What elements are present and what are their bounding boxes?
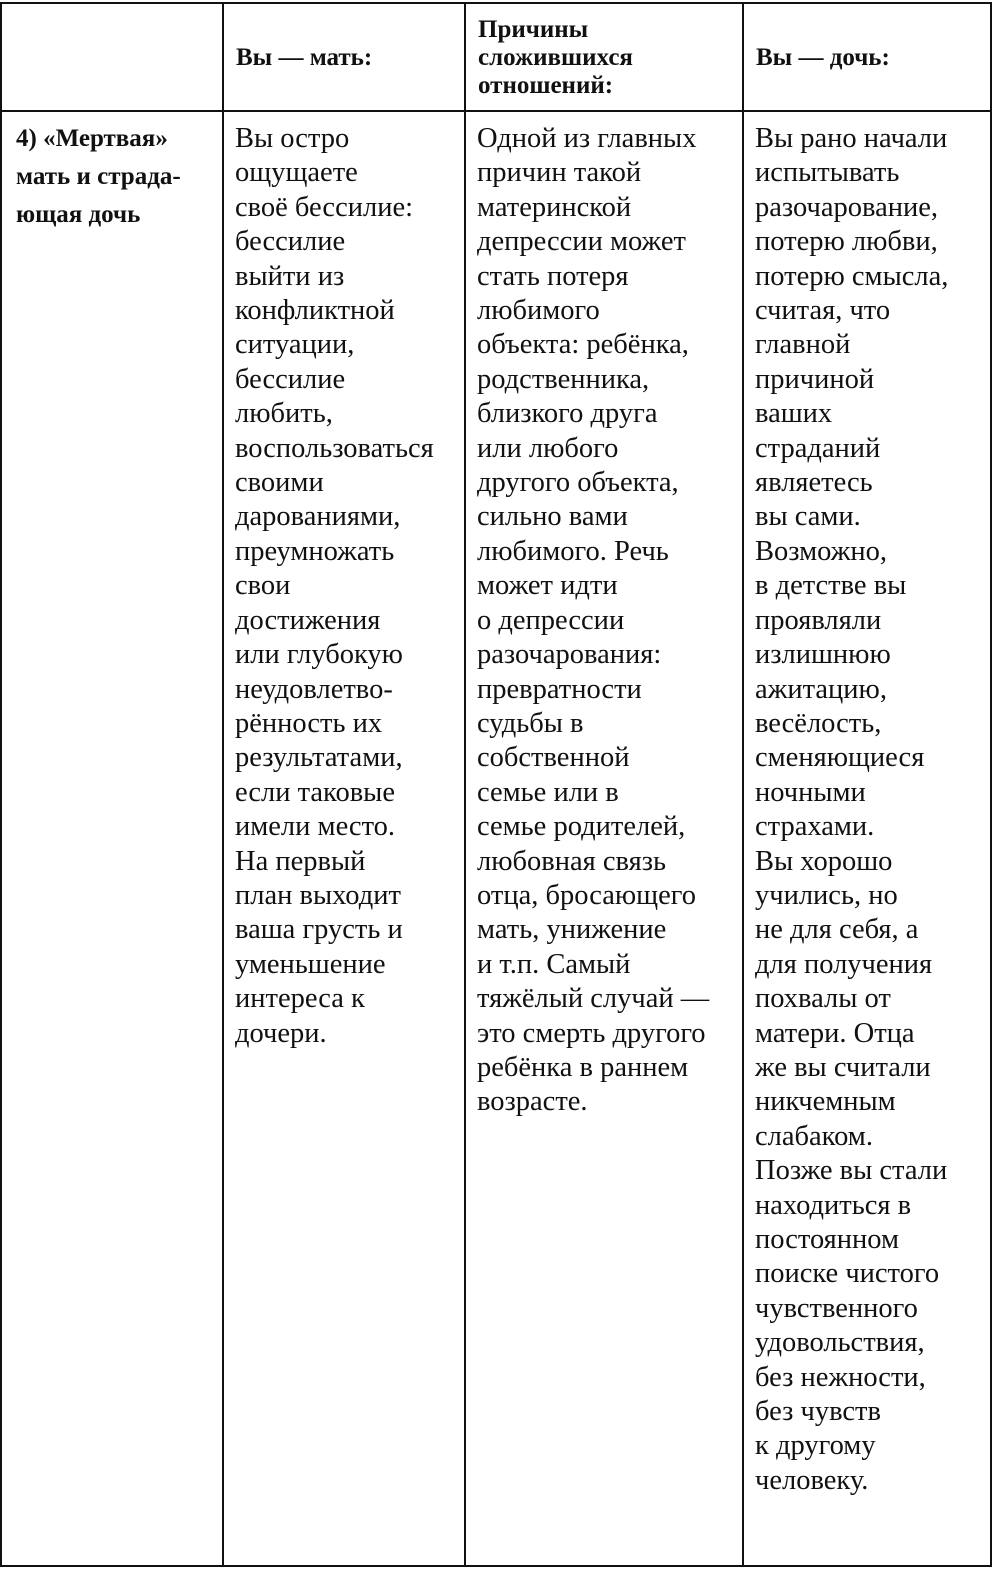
header-daughter: Вы — дочь: xyxy=(756,44,890,71)
row-label: 4) «Мертвая» мать и страда- ющая дочь xyxy=(16,125,181,228)
header-reasons-line-2: сложившихся xyxy=(478,44,633,71)
header-divider xyxy=(2,110,990,112)
header-reasons-line-3: отношений: xyxy=(478,72,614,99)
header-reasons-line-1: Причины xyxy=(478,16,589,43)
column-divider-2 xyxy=(464,4,466,1565)
header-mother: Вы — мать: xyxy=(236,44,373,71)
cell-mother: Вы остро ощущаете своё бессилие: бессилие выйти из конфликтной ситуации, бессилие любить, воспользоваться своими дарованиями, преумножать свои достижения или глубокую неудовлетво- рённость их результатами, если таковые имели место. На первый план выходит ваша грусть и уменьшение интереса к дочери. xyxy=(235,123,434,1049)
relationship-table xyxy=(0,2,992,1567)
cell-daughter: Вы рано начали испытывать разочарование, потерю любви, потерю смысла, считая, что главной причиной ваших страданий являетесь вы сами. Возможно, в детстве вы проявляли излишнюю ажитацию, весёлость, сменяющиеся ночными страхами. Вы хорошо учились, но не для себя, а для получения похвалы от матери. Отца же вы считали никчемным слабаком. Позже вы стали находиться в постоянном поиске чистого чувственного удовольствия, без нежности, без чувств к другому человеку. xyxy=(755,123,949,1496)
cell-reasons: Одной из главных причин такой материнской депрессии может стать потеря любимого объекта: ребёнка, родственника, близкого друга или любого другого объекта, сильно вами любимого. Речь может идти о депрессии разочарования: превратности судьбы в собственной семье или в семье родителей, любовная связь отца, бросающего мать, унижение и т.п. Самый тяжёлый случай — это смерть другого ребёнка в раннем возрасте. xyxy=(477,123,710,1118)
header-reasons xyxy=(478,16,740,100)
column-divider-1 xyxy=(222,4,224,1565)
column-divider-3 xyxy=(742,4,744,1565)
